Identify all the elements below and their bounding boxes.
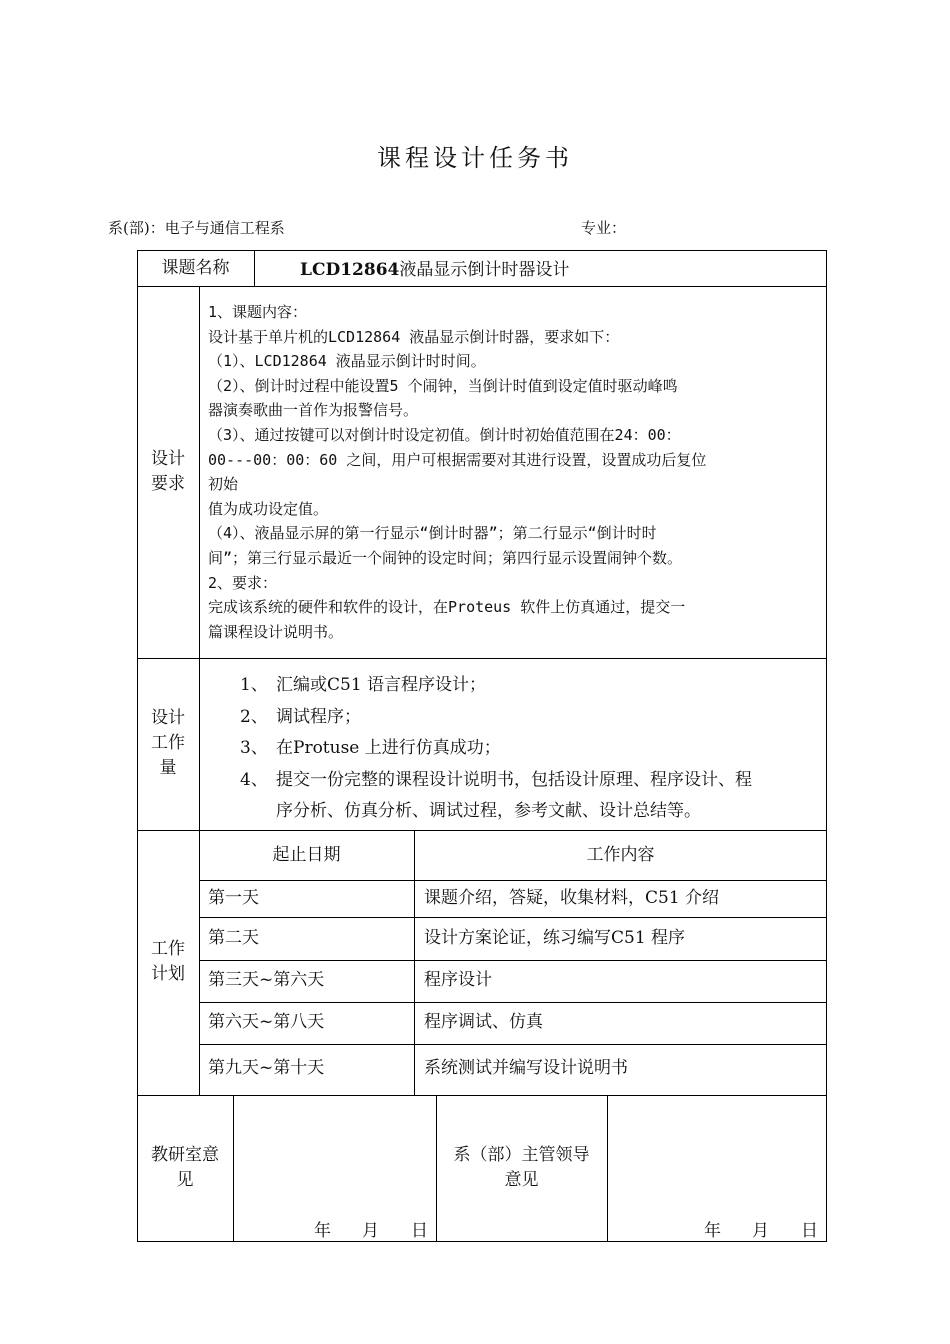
dept-opinion-line: 意见 (504, 1170, 539, 1190)
requirements-line: （2）、倒计时过程中能设置5 个闹钟，当倒计时值到设定值时驱动峰鸣 (208, 376, 678, 395)
col-divider (199, 286, 200, 1095)
plan-row-content: 设计方案论证，练习编写C51 程序 (424, 928, 686, 948)
workload-label-line: 设计 (151, 708, 185, 728)
requirements-line: （4）、液晶显示屏的第一行显示“倒计时器”；第二行显示“倒计时时 (208, 524, 657, 543)
workload-item-number: 4、 (240, 769, 268, 790)
workload-item-number: 2、 (240, 706, 268, 727)
requirements-line: 完成该系统的硬件和软件的设计，在Proteus 软件上仿真通过，提交一 (208, 598, 686, 617)
workload-item-number: 3、 (240, 738, 268, 758)
requirements-line: （3）、通过按键可以对倒计时设定初值。倒计时初始值范围在24：00： (208, 425, 681, 444)
plan-row-content: 课题介绍，答疑，收集材料，C51 介绍 (424, 888, 720, 908)
document-title: 课程设计任务书 (377, 144, 573, 172)
requirements-label (137, 447, 199, 497)
col-divider (414, 830, 415, 1095)
requirements-label-line: 设计 (151, 449, 185, 469)
department-text: 系(部)：电子与通信工程系 (108, 219, 285, 237)
row-divider (137, 830, 827, 831)
requirements-line: 值为成功设定值。 (208, 499, 329, 518)
plan-divider (199, 1002, 827, 1003)
workload-item (240, 670, 820, 702)
col-divider (233, 1095, 234, 1242)
workload-item (240, 733, 820, 765)
office-opinion-line: 教研室意 (151, 1145, 219, 1165)
row-divider (137, 286, 827, 287)
plan-header-content: 工作内容 (586, 845, 655, 865)
workload-item-text: 序分析、仿真分析、调试过程，参考文献、设计总结等。 (276, 801, 701, 821)
workload-item-continued (240, 796, 820, 828)
row-divider (137, 1095, 827, 1096)
plan-divider (199, 917, 827, 918)
office-date-month: 月 (362, 1221, 379, 1241)
major-label: 专业： (581, 219, 627, 237)
plan-row-date: 第一天 (208, 888, 259, 908)
workload-list (240, 670, 820, 828)
plan-label-line: 工作 (151, 939, 185, 959)
plan-divider (199, 880, 827, 881)
dept-opinion-label (436, 1143, 607, 1193)
plan-row-date: 第二天 (208, 928, 259, 948)
plan-row-content: 程序设计 (424, 970, 492, 990)
plan-header-date: 起止日期 (272, 845, 341, 865)
requirements-line: 初始 (208, 475, 239, 494)
workload-item-text: 汇编或C51 语言程序设计； (276, 675, 487, 695)
office-date-day: 日 (411, 1221, 428, 1241)
plan-divider (199, 1044, 827, 1045)
dept-date-year: 年 (704, 1221, 721, 1241)
workload-item-text: 提交一份完整的课程设计说明书，包括设计原理、程序设计、程 (276, 769, 752, 790)
workload-item-number: 1、 (240, 675, 268, 695)
workload-label-line: 工作 (151, 733, 185, 753)
workload-label-line: 量 (159, 758, 177, 778)
topic-name-text: 液晶显示倒计时器设计 (399, 260, 570, 280)
workload-item-text: 在Protuse 上进行仿真成功； (276, 738, 501, 758)
requirements-line: 设计基于单片机的LCD12864 液晶显示倒计时器，要求如下： (208, 327, 620, 346)
col-divider (607, 1095, 608, 1242)
topic-label: 课题名称 (161, 258, 230, 278)
requirements-line: 2、要求： (208, 573, 278, 592)
dept-date-day: 日 (801, 1221, 818, 1241)
plan-row-content: 程序调试、仿真 (424, 1012, 543, 1032)
plan-row-date: 第六天~第八天 (208, 1012, 325, 1032)
topic-name (300, 258, 569, 283)
workload-item-text: 调试程序； (276, 706, 361, 727)
workload-item (240, 702, 820, 734)
plan-row-content: 系统测试并编写设计说明书 (424, 1058, 628, 1078)
topic-name-code: LCD12864 (300, 260, 400, 280)
requirements-line: 器演奏歌曲一首作为报警信号。 (208, 401, 419, 420)
office-opinion-label (137, 1143, 233, 1193)
requirements-line: 00---00：00：60 之间，用户可根据需要对其进行设置，设置成功后复位 (208, 450, 707, 469)
plan-divider (199, 960, 827, 961)
requirements-line: 1、课题内容： (208, 303, 308, 321)
col-divider (254, 250, 255, 286)
row-divider (137, 658, 827, 659)
requirements-text (208, 300, 823, 644)
requirements-line: 篇课程设计说明书。 (208, 622, 344, 641)
office-opinion-line: 见 (176, 1170, 194, 1190)
dept-date-month: 月 (752, 1221, 769, 1241)
dept-opinion-line: 系（部）主管领导 (453, 1145, 590, 1165)
requirements-line: 间”；第三行显示最近一个闹钟的设定时间；第四行显示设置闹钟个数。 (208, 548, 683, 567)
plan-label (137, 937, 199, 987)
workload-label (137, 706, 199, 781)
plan-row-date: 第三天~第六天 (208, 970, 325, 990)
workload-item (240, 765, 820, 797)
office-date-year: 年 (314, 1221, 331, 1241)
requirements-label-line: 要求 (151, 474, 185, 494)
requirements-line: （1）、LCD12864 液晶显示倒计时时间。 (208, 352, 486, 371)
plan-label-line: 计划 (151, 964, 185, 984)
plan-row-date: 第九天~第十天 (208, 1058, 325, 1078)
